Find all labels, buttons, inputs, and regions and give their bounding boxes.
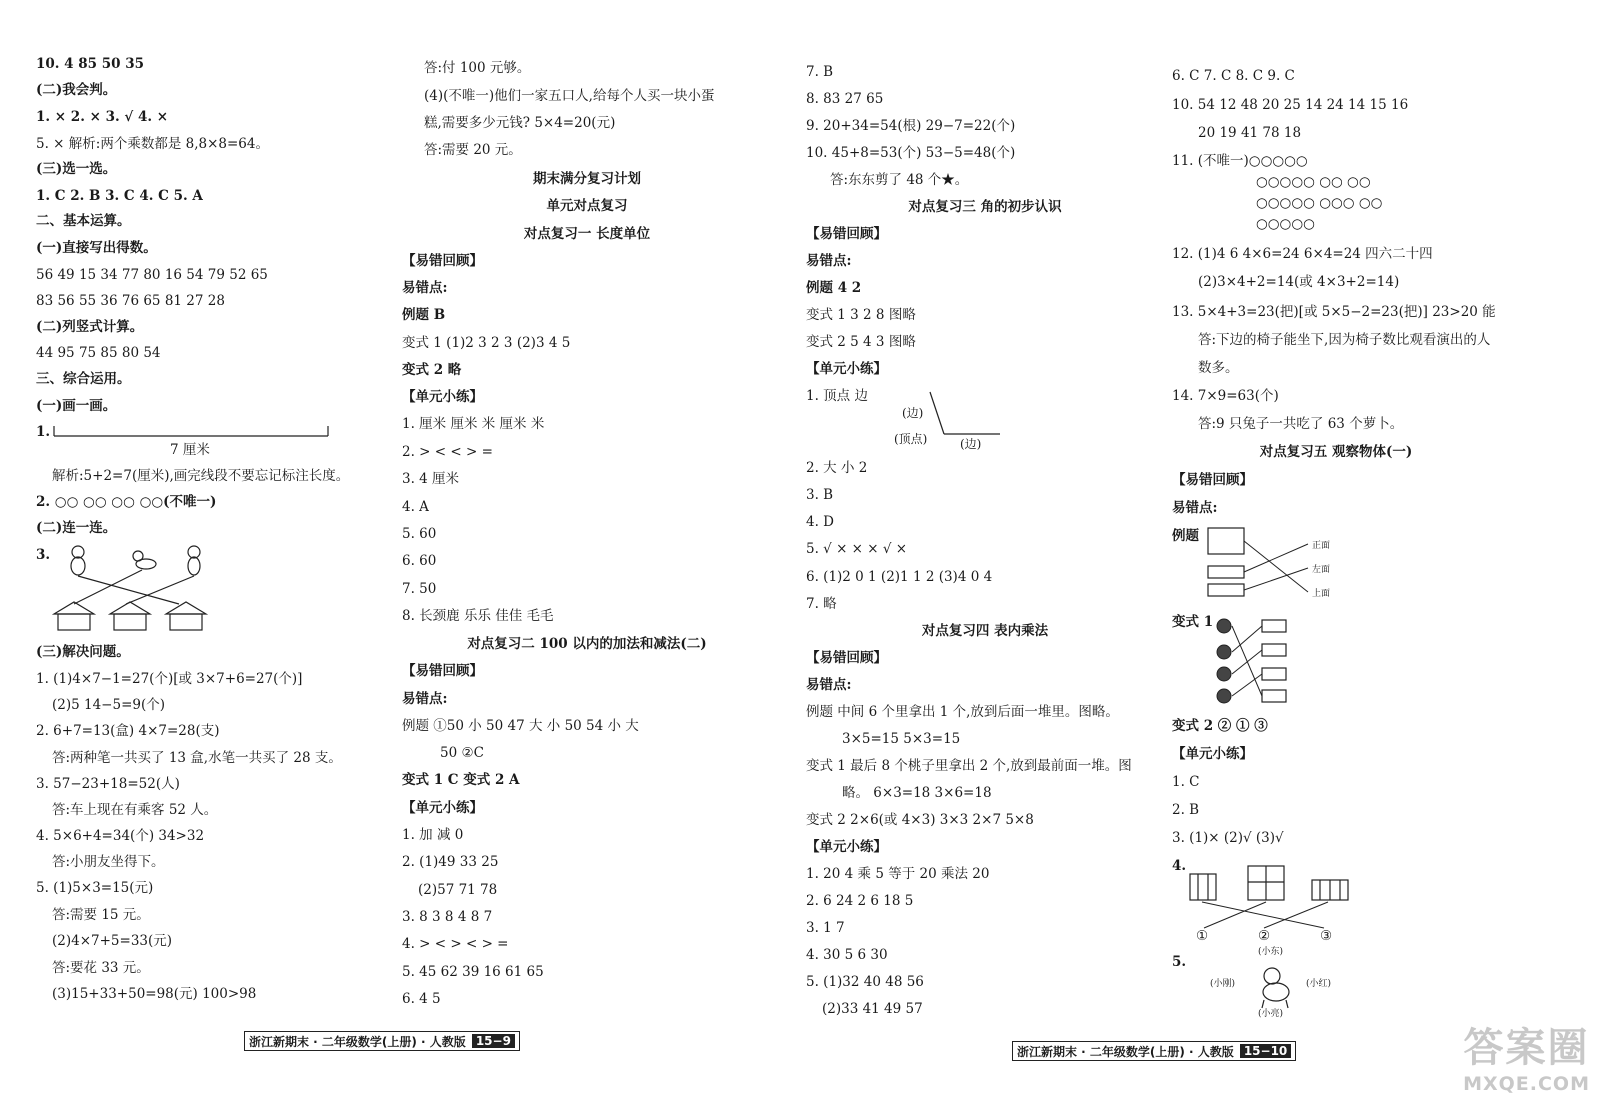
answer-line: (2)5 14−5=9(个) <box>52 697 166 713</box>
answer-line: 2. ○○ ○○ ○○ ○○(不唯一) <box>36 494 217 510</box>
section-title: 对点复习四 表内乘法 <box>921 623 1049 639</box>
answer-line: 2. > < < > = <box>402 444 493 460</box>
watermark-logo: 答案圈 <box>1463 1025 1590 1071</box>
matching-figure <box>54 542 224 632</box>
section-heading: (二)连一连。 <box>36 520 117 536</box>
answer-line: 答:付 100 元够。 <box>424 60 531 76</box>
answer-line: 例题 中间 6 个里拿出 1 个,放到后面一堆里。图略。 <box>806 704 1119 720</box>
answer-line: 易错点: <box>402 280 448 296</box>
answer-line: 14. 7×9=63(个) <box>1172 388 1279 404</box>
bracket-heading: 【易错回顾】 <box>806 226 887 242</box>
answer-line: 1. × 2. × 3. √ 4. × <box>36 109 169 125</box>
answer-line: 易错点: <box>806 677 852 693</box>
circle-row: ○○○○○ <box>1256 216 1315 232</box>
option-label: ② <box>1258 928 1271 944</box>
answer-line: 变式 2 2×6(或 4×3) 3×3 2×7 5×8 <box>806 812 1034 828</box>
bracket-heading: 【易错回顾】 <box>402 663 483 679</box>
bracket-heading: 【单元小练】 <box>402 389 483 405</box>
answer-line: 1. 20 4 乘 5 等于 20 乘法 20 <box>806 866 990 882</box>
review-plan-title: 期末满分复习计划 <box>533 171 641 187</box>
page-number: 15−9 <box>472 1034 515 1048</box>
answer-line: 10. 54 12 48 20 25 14 24 14 15 16 <box>1172 97 1409 113</box>
answer-line: 例题 B <box>402 307 446 323</box>
answer-line: 3. (1)× (2)√ (3)√ <box>1172 830 1284 846</box>
answer-line: 例题 ①50 小 50 47 大 小 50 54 小 大 <box>402 718 639 734</box>
answer-line: 5. √ × × × √ × <box>806 541 908 557</box>
answer-line: 1. (1)4×7−1=27(个)[或 3×7+6=27(个)] <box>36 671 303 687</box>
person-label: (小东) <box>1258 947 1284 957</box>
bracket-heading: 【单元小练】 <box>806 361 887 377</box>
answer-line: 8. 83 27 65 <box>806 91 884 107</box>
answer-line: 8. 长颈鹿 乐乐 佳佳 毛毛 <box>402 608 554 624</box>
answer-line: 11. (不唯一)○○○○○ <box>1172 153 1308 169</box>
answer-line: 6. 4 5 <box>402 991 441 1007</box>
circle-row: ○○○○○ ○○○ ○○ <box>1256 195 1383 211</box>
footer-title: 浙江新期末 · 二年级数学(上册) · 人教版 <box>1017 1044 1234 1059</box>
answer-line: 变式 1 3 2 8 图略 <box>806 307 916 323</box>
answer-line: 变式 2 5 4 3 图略 <box>806 334 916 350</box>
answer-line: 2. 大 小 2 <box>806 460 868 476</box>
section-heading: 三、综合运用。 <box>36 371 131 387</box>
section-heading: (三)选一选。 <box>36 161 117 177</box>
answer-line: 3. B <box>806 487 834 503</box>
answer-line: 44 95 75 85 80 54 <box>36 345 161 361</box>
angle-label: (边) <box>960 437 982 451</box>
answer-line: 2. (1)49 33 25 <box>402 854 499 870</box>
answer-line: 4. A <box>402 499 429 515</box>
answer-line: 变式 2 ② ① ③ <box>1172 718 1268 734</box>
person-label: (小刚) <box>1210 979 1236 989</box>
person-label: (小红) <box>1306 979 1332 989</box>
answer-line: 20 19 41 78 18 <box>1198 125 1302 141</box>
answer-line: 4. 30 5 6 30 <box>806 947 888 963</box>
angle-label: (边) <box>902 406 924 420</box>
answer-line: 6. 60 <box>402 553 437 569</box>
answer-line: 4. 5×6+4=34(个) 34>32 <box>36 828 205 844</box>
section-heading: (二)我会判。 <box>36 82 117 98</box>
answer-line: 3. 8 3 8 4 8 7 <box>402 909 493 925</box>
answer-line: 1. 顶点 边 <box>806 388 868 404</box>
view-label: 左面 <box>1312 565 1331 575</box>
answer-line: 2. 6+7=13(盒) 4×7=28(支) <box>36 723 220 739</box>
section-heading: (二)列竖式计算。 <box>36 319 144 335</box>
answer-line: 答:需要 15 元。 <box>52 907 150 923</box>
footer-left <box>244 1031 520 1051</box>
answer-line: 答:东东剪了 48 个★。 <box>830 172 969 188</box>
answer-line: 1. C <box>1172 774 1200 790</box>
question-number: 5. <box>1172 954 1187 970</box>
watermark-url: MXQE.COM <box>1463 1073 1590 1095</box>
animal-icon <box>71 546 200 575</box>
line-segment-figure <box>54 424 334 440</box>
answer-line: (2)57 71 78 <box>418 882 498 898</box>
view-label: 上面 <box>1312 589 1331 599</box>
section-title: 对点复习五 观察物体(一) <box>1259 444 1413 460</box>
answer-line: 变式 2 略 <box>402 362 462 378</box>
house-icon <box>54 602 206 630</box>
answer-line: 3. 4 厘米 <box>402 471 460 487</box>
answer-line: 5. (1)32 40 48 56 <box>806 974 924 990</box>
answer-line: (2)4×7+5=33(元) <box>52 933 173 949</box>
bracket-heading: 【易错回顾】 <box>1172 472 1253 488</box>
answer-line: 6. C 7. C 8. C 9. C <box>1172 68 1295 84</box>
answer-line: 5. (1)5×3=15(元) <box>36 880 154 896</box>
answer-line: 7. 略 <box>806 596 837 612</box>
circle-row: ○○○○○ ○○ ○○ <box>1256 174 1371 190</box>
answer-line: 5. 45 62 39 16 61 65 <box>402 964 544 980</box>
objects-matching-figure <box>1186 862 1366 944</box>
answer-line: 答:小朋友坐得下。 <box>52 854 165 870</box>
bracket-heading: 【单元小练】 <box>1172 746 1253 762</box>
observation-matching-figure <box>1212 612 1312 704</box>
section-heading: 二、基本运算。 <box>36 213 131 229</box>
answer-line: 50 ②C <box>440 745 484 761</box>
answer-line: 糕,需要多少元钱? 5×4=20(元) <box>424 115 616 131</box>
answer-line: (2)3×4+2=14(或 4×3+2=14) <box>1198 274 1400 290</box>
watermark <box>1463 1016 1590 1095</box>
answer-line: 答:下边的椅子能坐下,因为椅子数比观看演出的人 <box>1198 332 1491 348</box>
answer-line: 7. B <box>806 64 834 80</box>
segment-length-label: 7 厘米 <box>170 442 210 458</box>
option-label: ③ <box>1320 928 1333 944</box>
question-number: 3. <box>36 547 51 563</box>
section-heading: (一)画一画。 <box>36 398 117 414</box>
answer-line: 83 56 55 36 76 65 81 27 28 <box>36 293 225 309</box>
section-heading: (三)解决问题。 <box>36 644 130 660</box>
section-heading: (一)直接写出得数。 <box>36 240 157 256</box>
answer-line: 易错点: <box>1172 500 1218 516</box>
answer-line: 3×5=15 5×3=15 <box>842 731 961 747</box>
bracket-heading: 【易错回顾】 <box>806 650 887 666</box>
answer-line: 12. (1)4 6 4×6=24 6×4=24 四六二十四 <box>1172 246 1433 262</box>
answer-line: (4)(不唯一)他们一家五口人,给每个人买一块小蛋 <box>424 88 715 104</box>
person-label: (小亮) <box>1258 1009 1284 1019</box>
bracket-heading: 【易错回顾】 <box>402 253 483 269</box>
answer-line: 略。 6×3=18 3×6=18 <box>842 785 992 801</box>
section-title: 对点复习一 长度单位 <box>523 226 651 242</box>
answer-line: 1. 加 减 0 <box>402 827 464 843</box>
answer-line: 13. 5×4+3=23(把)[或 5×5−2=23(把)] 23>20 能 <box>1172 304 1496 320</box>
answer-line: 变式 1 <box>1172 614 1214 630</box>
answer-line: 5. × 解析:两个乘数都是 8,8×8=64。 <box>36 136 269 152</box>
angle-label: (顶点) <box>894 432 928 446</box>
answer-line: 56 49 15 34 77 80 16 54 79 52 65 <box>36 267 268 283</box>
explanation-text: 解析:5+2=7(厘米),画完线段不要忘记标注长度。 <box>52 468 350 484</box>
answer-line: 4. D <box>806 514 834 530</box>
section-title: 对点复习二 100 以内的加法和减法(二) <box>467 636 707 652</box>
answer-line: 答:需要 20 元。 <box>424 142 522 158</box>
answer-line: 变式 1 最后 8 个桃子里拿出 2 个,放到最前面一堆。图 <box>806 758 1132 774</box>
footer-right <box>1012 1041 1296 1061</box>
answer-line: (3)15+33+50=98(元) 100>98 <box>52 986 257 1002</box>
question-number: 1. <box>36 424 51 440</box>
answer-line: 4. > < > < > = <box>402 936 509 952</box>
answer-line: 答:要花 33 元。 <box>52 960 150 976</box>
question-number: 4. <box>1172 858 1187 874</box>
bracket-heading: 【单元小练】 <box>402 800 483 816</box>
answer-line: 10. 4 85 50 35 <box>36 56 145 72</box>
unit-review-title: 单元对点复习 <box>546 198 628 214</box>
answer-line: 答:车上现在有乘客 52 人。 <box>52 802 218 818</box>
answer-line: 答:9 只兔子一共吃了 63 个萝卜。 <box>1198 416 1404 432</box>
answer-line: 1. C 2. B 3. C 4. C 5. A <box>36 188 203 204</box>
answer-line: 答:两种笔一共买了 13 盒,水笔一共买了 28 支。 <box>52 750 342 766</box>
view-label: 正面 <box>1312 541 1331 551</box>
answer-line: 7. 50 <box>402 581 437 597</box>
answer-line: 2. B <box>1172 802 1200 818</box>
section-title: 对点复习三 角的初步认识 <box>908 199 1062 215</box>
answer-line: 例题 <box>1172 528 1199 544</box>
answer-line: 变式 1 (1)2 3 2 3 (2)3 4 5 <box>402 335 571 351</box>
answer-line: 例题 4 2 <box>806 280 862 296</box>
footer-title: 浙江新期末 · 二年级数学(上册) · 人教版 <box>249 1034 466 1049</box>
answer-line: 数多。 <box>1198 360 1239 376</box>
answer-line: 3. 57−23+18=52(人) <box>36 776 180 792</box>
option-label: ① <box>1196 928 1209 944</box>
answer-line: 2. 6 24 2 6 18 5 <box>806 893 914 909</box>
answer-line: 易错点: <box>806 253 852 269</box>
answer-line: 易错点: <box>402 691 448 707</box>
answer-line: 变式 1 C 变式 2 A <box>402 772 520 788</box>
bracket-heading: 【单元小练】 <box>806 839 887 855</box>
answer-line: 6. (1)2 0 1 (2)1 1 2 (3)4 0 4 <box>806 569 993 585</box>
page-number: 15−10 <box>1240 1044 1291 1058</box>
answer-line: 3. 1 7 <box>806 920 845 936</box>
toy-figure <box>1250 962 1310 1012</box>
answer-line: 5. 60 <box>402 526 437 542</box>
answer-line: 1. 厘米 厘米 米 厘米 米 <box>402 416 545 432</box>
answer-line: 9. 20+34=54(根) 29−7=22(个) <box>806 118 1016 134</box>
answer-line: (2)33 41 49 57 <box>822 1001 923 1017</box>
answer-line: 10. 45+8=53(个) 53−5=48(个) <box>806 145 1016 161</box>
